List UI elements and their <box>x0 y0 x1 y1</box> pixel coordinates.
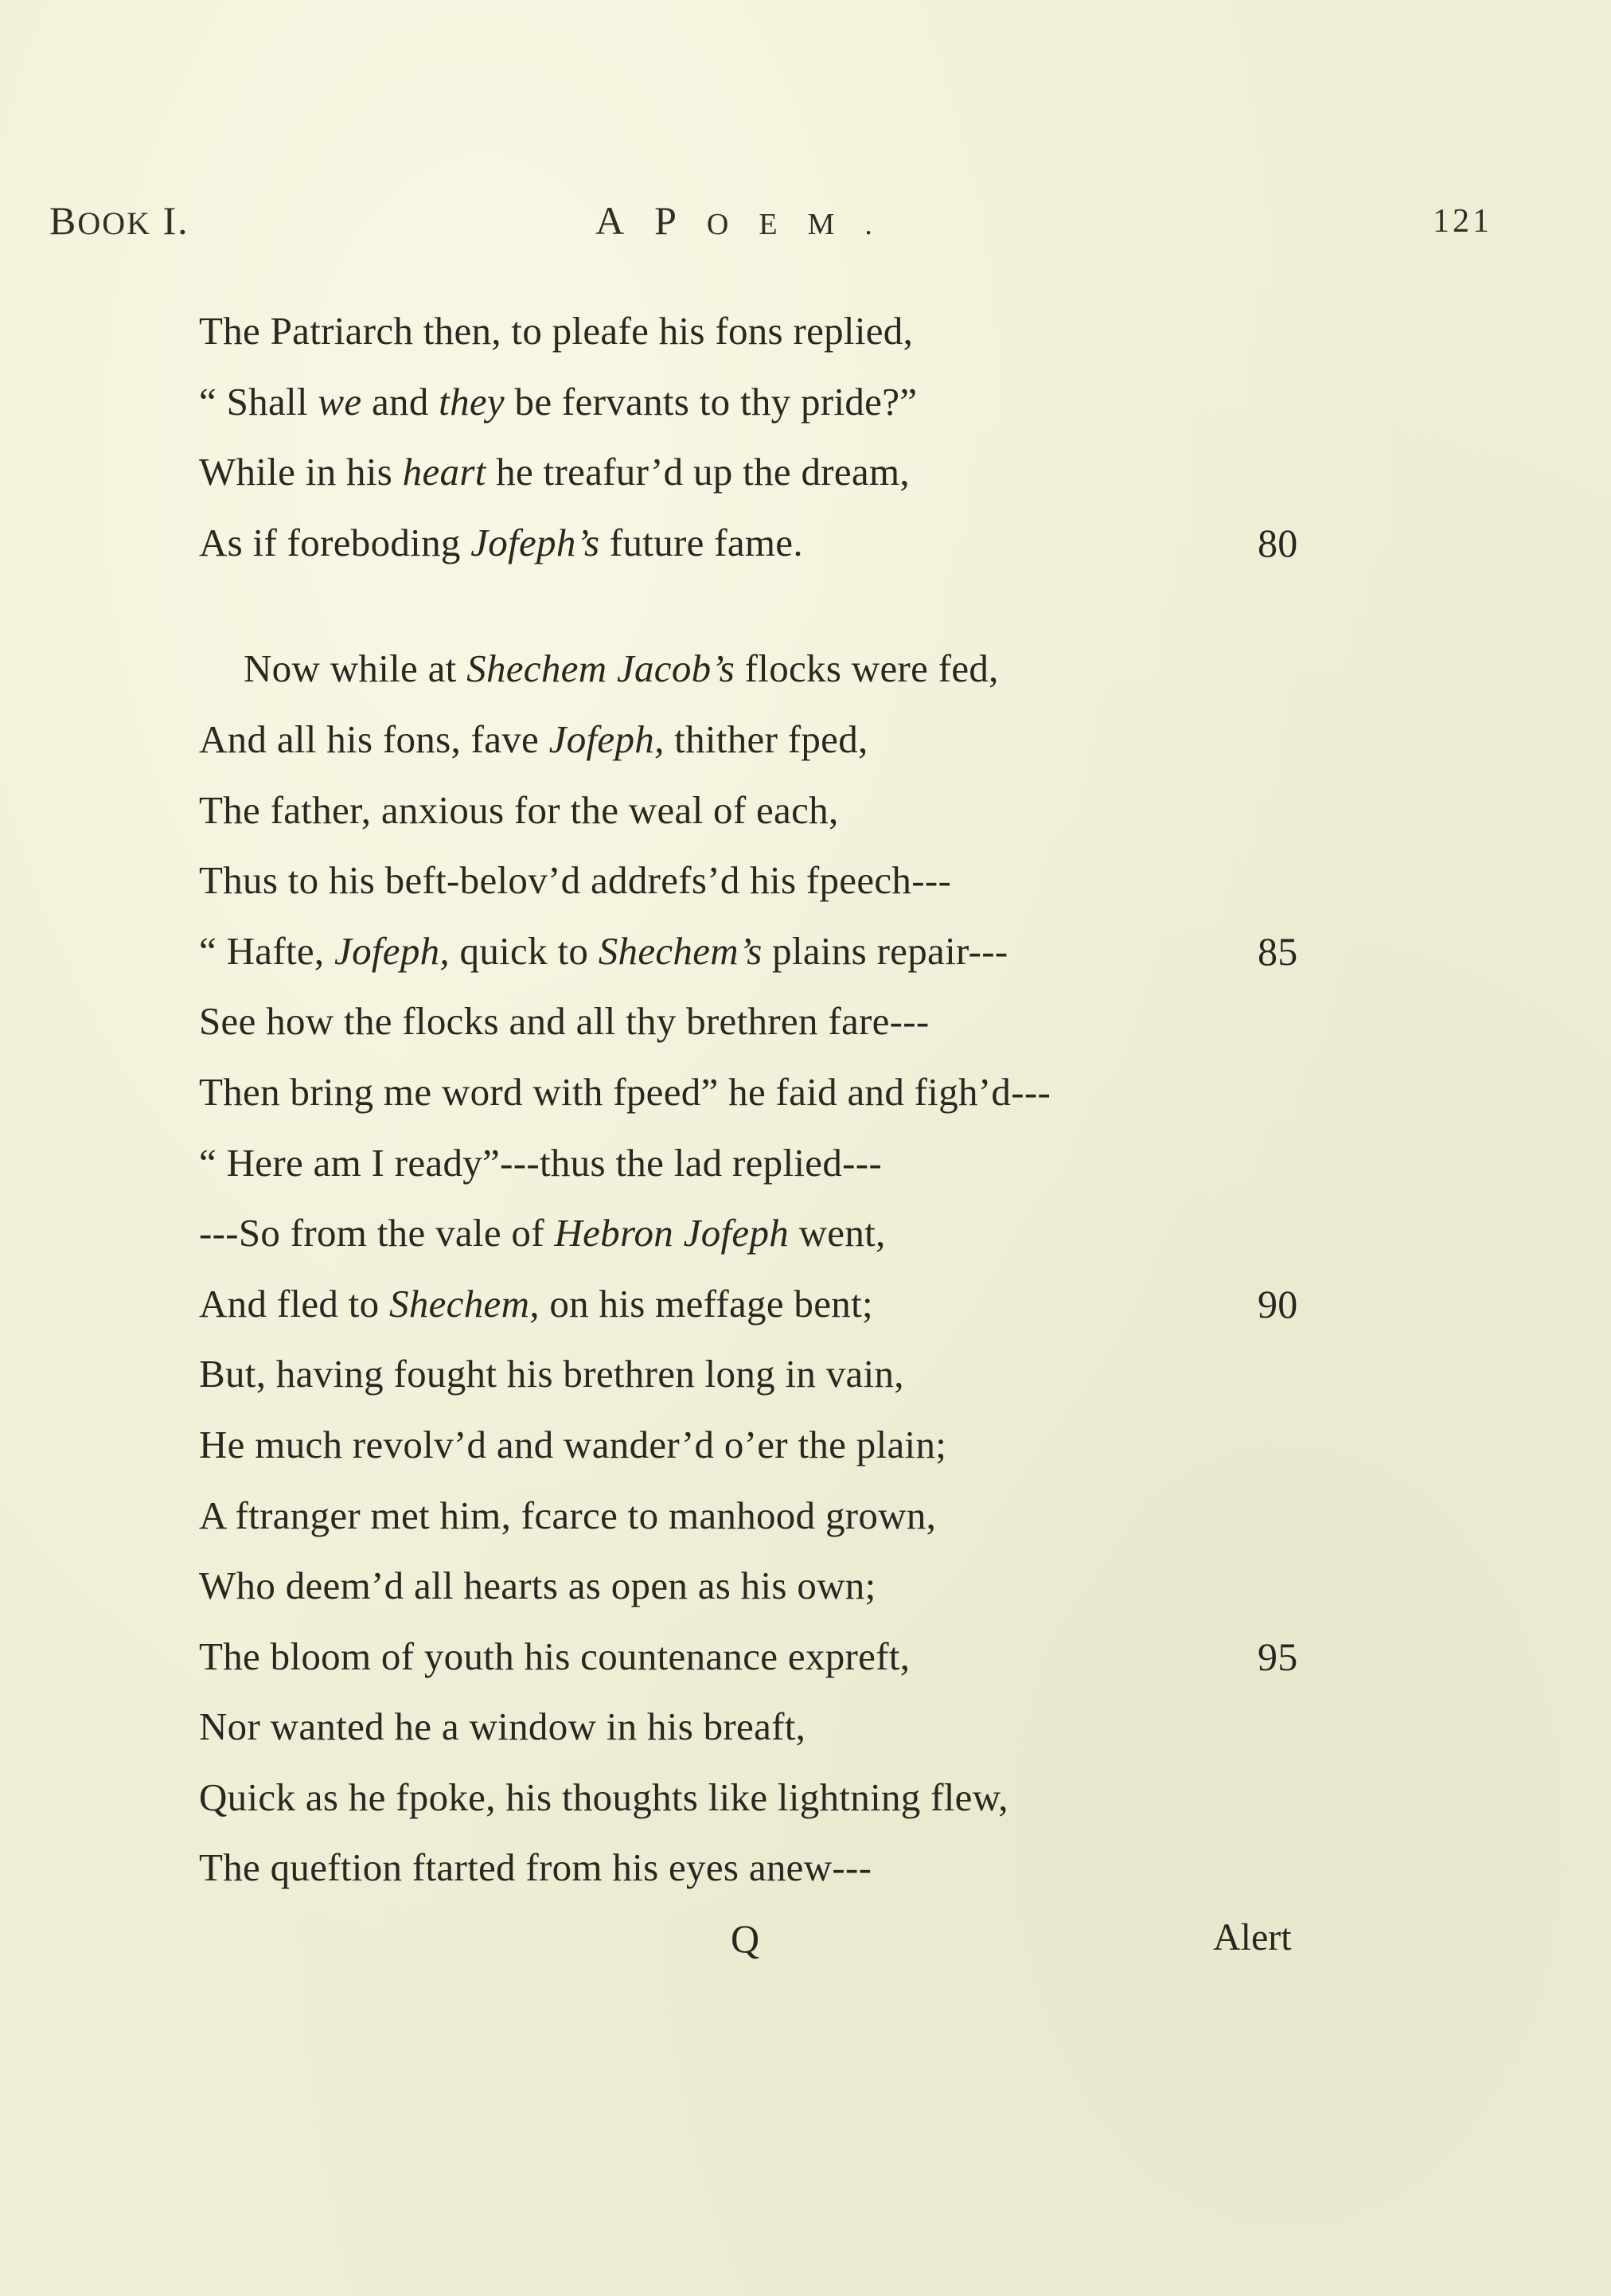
verse-text: thither fped, <box>664 717 868 761</box>
line-number: 80 <box>1258 520 1298 565</box>
running-title <box>595 197 903 244</box>
signature-mark: Q <box>731 1916 760 1961</box>
verse-text: Nor wanted he a window in his breaft, <box>199 1704 806 1749</box>
catchword: Alert <box>1213 1916 1292 1958</box>
line-number: 90 <box>1258 1281 1298 1326</box>
verse-line <box>199 1481 1353 1552</box>
verse-text: But, having fought his brethren long in vain, <box>199 1352 904 1396</box>
verse-text: he treafur’d up the dream, <box>486 450 910 494</box>
verse-line <box>199 1410 1353 1481</box>
running-title-rest: OEM. <box>706 208 903 241</box>
poem-text <box>199 296 1353 1904</box>
verse-line <box>199 845 1353 916</box>
verse-italic-text: Shechem’s <box>598 928 763 973</box>
verse-line <box>199 1198 1353 1269</box>
verse-line <box>199 367 1353 438</box>
verse-text: See how the flocks and all thy brethren fare--- <box>199 999 930 1044</box>
verse-text: Who deem’d all hearts as open as his own; <box>199 1564 876 1608</box>
verse-line <box>199 1128 1353 1199</box>
verse-text: ---So from the vale of <box>199 1211 555 1255</box>
book-label-rest: OOK <box>77 205 152 241</box>
verse-text: The father, anxious for the weal of each, <box>199 787 839 832</box>
verse-line <box>199 1057 1353 1128</box>
verse-text: The queftion ftarted from his eyes anew--- <box>199 1845 872 1890</box>
verse-text: and <box>361 379 439 424</box>
verse-line <box>199 1763 1353 1833</box>
verse-text: quick to <box>449 928 599 973</box>
verse-line <box>199 508 1353 579</box>
verse-text: And fled to <box>199 1281 390 1326</box>
verse-line <box>199 1622 1353 1693</box>
verse-line <box>199 916 1353 987</box>
verse-italic-text: we <box>318 379 362 424</box>
verse-line <box>199 634 1353 705</box>
verse-line <box>199 296 1353 367</box>
page-footer <box>0 1915 1611 1979</box>
verse-text: Quick as he fpoke, his thoughts like lightning flew, <box>199 1775 1008 1819</box>
stanza-break <box>199 578 1353 634</box>
verse-text: “ Here am I ready”---thus the lad replied--- <box>199 1140 882 1185</box>
verse-text: future fame. <box>599 520 803 564</box>
verse-italic-text: Jofeph, <box>334 928 450 973</box>
verse-text: be fervants to thy pride?” <box>504 379 918 424</box>
book-label-number: I. <box>151 198 189 243</box>
verse-italic-text: heart <box>402 450 486 494</box>
verse-italic-text: Shechem, <box>389 1281 540 1326</box>
verse-line <box>199 1833 1353 1904</box>
verse-italic-text: Jofeph’s <box>470 520 600 564</box>
verse-line <box>199 437 1353 508</box>
verse-text: The Patriarch then, to pleafe his fons replied, <box>199 309 914 353</box>
verse-italic-text: Shechem Jacob’s <box>466 646 735 691</box>
verse-italic-text: they <box>439 379 505 424</box>
verse-line <box>199 1339 1353 1410</box>
verse-text: Thus to his beft-belov’d addrefs’d his fpeech--- <box>199 858 952 903</box>
verse-line <box>199 1269 1353 1340</box>
verse-line <box>199 1551 1353 1622</box>
verse-text: “ Hafte, <box>199 928 335 973</box>
verse-text: A ftranger met him, fcarce to manhood grown, <box>199 1493 937 1537</box>
verse-text: on his meffage bent; <box>539 1281 873 1326</box>
running-title-a: A <box>595 198 655 243</box>
verse-line <box>199 705 1353 775</box>
verse-line <box>199 986 1353 1057</box>
page-number: 121 <box>1433 203 1492 240</box>
verse-text: “ Shall <box>199 379 318 424</box>
verse-text: Then bring me word with fpeed” he faid and figh’d--- <box>199 1069 1051 1114</box>
verse-text: Now while at <box>244 646 467 691</box>
book-label <box>49 197 189 244</box>
running-title-p: P <box>654 198 707 243</box>
verse-text: plains repair--- <box>762 928 1008 973</box>
verse-line <box>199 775 1353 846</box>
verse-text: went, <box>789 1211 886 1255</box>
verse-line <box>199 1692 1353 1763</box>
verse-text: As if foreboding <box>199 520 471 564</box>
line-number: 85 <box>1258 928 1298 974</box>
verse-italic-text: Jofeph, <box>548 717 665 761</box>
running-header <box>0 197 1611 253</box>
verse-text: He much revolv’d and wander’d o’er the plain; <box>199 1422 947 1466</box>
verse-italic-text: Hebron Jofeph <box>554 1211 790 1255</box>
book-label-cap: B <box>49 198 78 243</box>
verse-text: The bloom of youth his countenance expreft, <box>199 1634 911 1678</box>
verse-text: While in his <box>199 450 403 494</box>
line-number: 95 <box>1258 1634 1298 1679</box>
verse-text: And all his fons, fave <box>199 717 549 761</box>
verse-text: flocks were fed, <box>735 646 999 691</box>
